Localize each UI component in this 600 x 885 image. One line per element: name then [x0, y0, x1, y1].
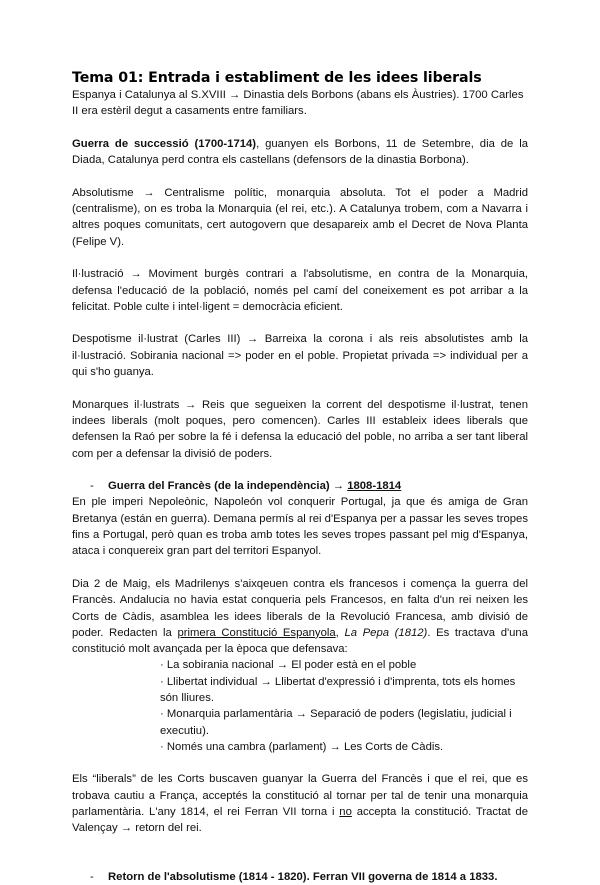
- section-heading-guerra-frances: - Guerra del Francès (de la independència) → 1808-1814: [72, 478, 528, 494]
- page-title: Tema 01: Entrada i establiment de les idees liberals: [72, 70, 482, 86]
- succession-term: Guerra de successió (1700-1714): [72, 137, 257, 150]
- illustracio-paragraph: Il·lustració → Moviment burgès contrari a l'absolutisme, en contra de la Monarquia, defensa l'educació de la població, només pel camí del coneixement es pot arribar a la felicitat. Poble culte i intel·ligent = democràcia eficient.: [72, 268, 528, 313]
- succession-paragraph: Guerra de successió (1700-1714), guanyen els Borbons, 11 de Setembre, dia de la Diada, Catalunya perd contra els castellans (defensors de la dinastia Borbona).: [72, 137, 528, 167]
- no-emphasis: no: [339, 806, 352, 819]
- maig-paragraph: Dia 2 de Maig, els Madrilenys s'aixqeuen contra els francesos i comença la guerra del Francès. Andalucia no havia estat conqueria pels Francesos, en falta d'un rei neixen les Corts de Càdis, asamblea les idees liberals de la Revolució Francesa, amb divisió de poder. Redacten la primera Constitució Espanyola, La Pepa (1812). Es tractava d'una constitució molt avançada per la època que defensava:: [72, 577, 528, 656]
- bullet-dash: -: [90, 870, 94, 883]
- absolutisme-paragraph: Absolutisme → Centralisme polític, monarquia absoluta. Tot el poder a Madrid (centralisme), on es troba la Monarquia (el rei, etc.). A Catalunya trobem, com a Navarra i altres poques comunitats, cert autogovern que desapareix amb el Decret de Nova Planta (Felipe V).: [72, 186, 528, 248]
- list-item: · Només una cambra (parlament) → Les Corts de Càdis.: [160, 740, 444, 753]
- constitution-list: [72, 657, 528, 755]
- section-heading-retorn-absolutisme: - Retorn de l'absolutisme (1814 - 1820). Ferran VII governa de 1814 a 1833.: [72, 869, 528, 885]
- bullet-dash: -: [90, 480, 94, 493]
- document-page: [72, 70, 528, 885]
- monarques-paragraph: Monarques il·lustrats → Reis que segueixen la corrent del despotisme il·lustrat, tenen indees liberals (molt poques, pero comencen). Carles III estableix idees liberals que defensen la Raó per sobre la fé i defensa la educació del poble, no arriba a ser tant liberal com per a defensar la divisió de poders.: [72, 398, 528, 460]
- list-item: · La sobirania nacional → El poder està en el poble: [160, 659, 417, 672]
- liberals-paragraph: Els “liberals” de les Corts buscaven guanyar la Guerra del Francès i que el rei, que es trobava cautiu a França, acceptés la constitució al tornar per tal de tenir una monarquia parlamentària. L'any 1814, el rei Ferran VII torna i no accepta la constitució. Tractat de Valençay → retorn del rei.: [72, 773, 528, 835]
- list-item: · Monarquia parlamentària → Separació de poders (legislatiu, judicial i executiu).: [160, 708, 512, 737]
- la-pepa: La Pepa (1812): [344, 626, 428, 639]
- despotisme-paragraph: Despotisme il·lustrat (Carles III) → Barreixa la corona i als reis absolutistes amb la il·lustració. Sobirania nacional => poder en el poble. Propietat privada => individual per a qui s'ho guanya.: [72, 333, 528, 379]
- list-item: · Llibertat individual → Llibertat d'expressió i d'imprenta, tots els homes són lliures.: [160, 675, 516, 704]
- section-dates: 1808-1814: [347, 480, 402, 493]
- napoleon-paragraph: En ple imperi Nepoleònic, Napoleón vol conquerir Portugal, ja que és amiga de Gran Bretanya (están en guerra). Demana permís al rei d'Espanya per a passar les seves tropes fins a Portugal, però quan es troba amb totes les seves tropes passant pel mig d'Espanya, ataca i conquereix gran part del territori Espanyol.: [72, 496, 528, 558]
- constitucio-link-text: primera Constitució Espanyola: [177, 626, 336, 639]
- intro-paragraph: Espanya i Catalunya al S.XVIII → Dinastia dels Borbons (abans els Àustries). 1700 Carles II era estèril degut a casaments entre familiars.: [72, 89, 524, 118]
